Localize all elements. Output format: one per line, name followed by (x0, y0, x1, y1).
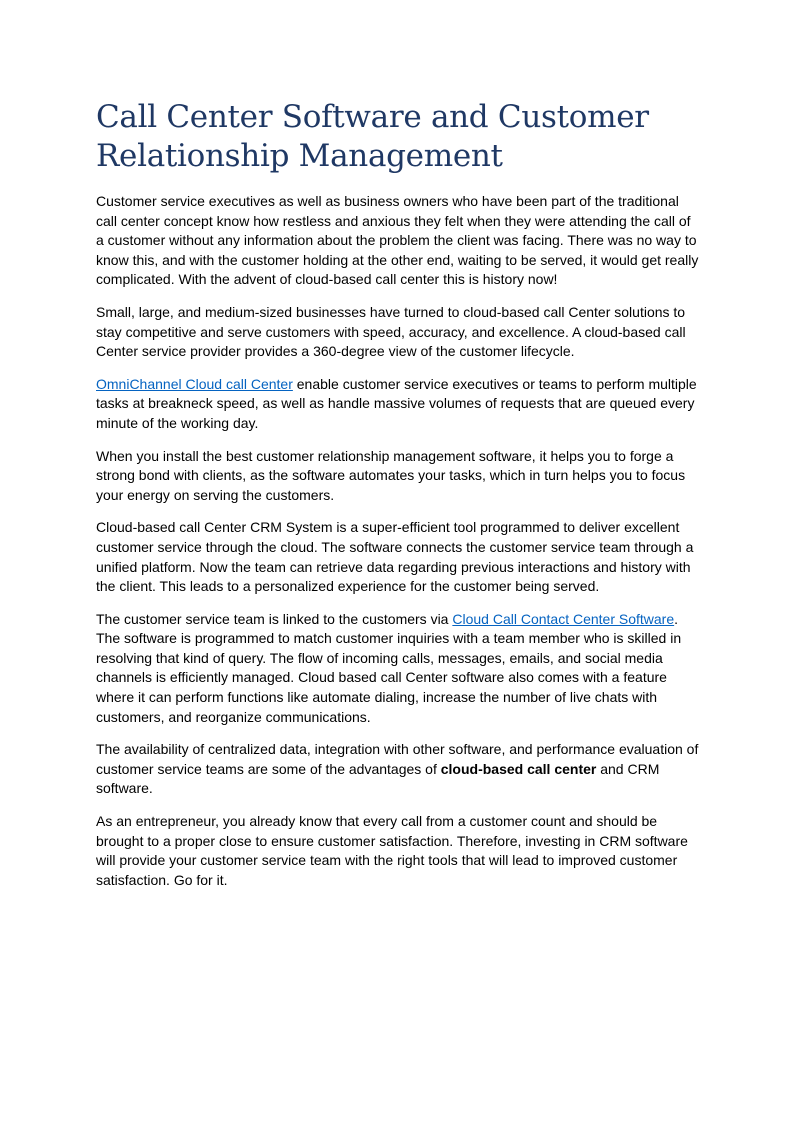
paragraph-team-linked-text: . The software is programmed to match customer inquiries with a team member who is skilled in resolving that kind of query. The flow of incoming calls, messages, emails, and social media channels is efficiently managed. Cloud based call Center software also comes with a feature where it can perform functions like automate dialing, increase the number of live chats with customers, and reorganize communications. (96, 610, 682, 725)
paragraph-advantages-lead: The availability of centralized data, integration with other software, and performance evaluation of customer service teams are some of the advantages of (96, 741, 699, 777)
paragraph-entrepreneur: As an entrepreneur, you already know that every call from a customer count and should be brought to a proper close to ensure customer satisfaction. Therefore, investing in CRM software will provide your customer service team with the right tools that will lead to improved customer satisfaction. Go for it. (96, 813, 688, 888)
cloud-call-contact-center-software-link[interactable]: Cloud Call Contact Center Software (452, 610, 675, 627)
paragraph-team-linked-lead: The customer service team is linked to the customers via (96, 610, 453, 627)
cloud-based-call-center-bold: cloud-based call center (440, 760, 597, 777)
paragraph-crm-install: When you install the best customer relationship management software, it helps you to forge a strong bond with clients, as the software automates your tasks, which in turn helps you to focus your energy on serving the customers. (96, 447, 686, 503)
paragraph-advantages (96, 740, 702, 799)
page-title: Call Center Software and Customer Relationship Management (96, 99, 649, 174)
paragraph-intro: Customer service executives as well as business owners who have been part of the traditional call center concept know how restless and anxious they felt when they were attending the call of a customer without any information about the problem the client was facing. There was no way to know this, and with the customer holding at the other end, waiting to be served, it would get really complicated. With the advent of cloud-based call center this is history now! (96, 193, 699, 288)
omnichannel-cloud-call-center-link[interactable]: OmniChannel Cloud call Center (96, 375, 293, 392)
paragraph-advantages-tail: and CRM software. (96, 760, 660, 797)
paragraph-omnichannel (96, 375, 702, 434)
paragraph-team-linked (96, 610, 702, 728)
document-page (96, 98, 702, 903)
paragraph-crm-system: Cloud-based call Center CRM System is a super-efficient tool programmed to deliver excellent customer service through the cloud. The software connects the customer service team through a unified platform. Now the team can retrieve data regarding previous interactions and history with the client. This leads to a personalized experience for the customer being served. (96, 519, 694, 595)
paragraph-businesses: Small, large, and medium-sized businesses have turned to cloud-based call Center solutions to stay competitive and serve customers with speed, accuracy, and excellence. A cloud-based call Center service provider provides a 360-degree view of the customer lifecycle. (96, 303, 686, 360)
paragraph-omnichannel-text: enable customer service executives or teams to perform multiple tasks at breakneck speed, as well as handle massive volumes of requests that are queued every minute of the working day. (96, 375, 697, 431)
